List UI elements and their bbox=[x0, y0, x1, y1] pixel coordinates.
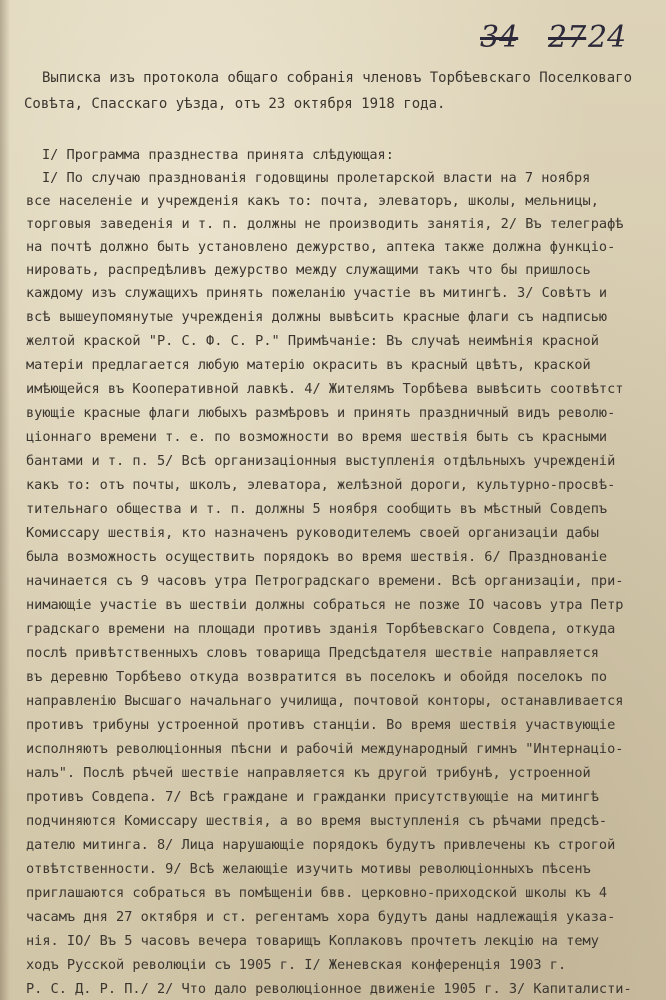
body-line: подчиняются Комиссару шествія, а во время выступленія съ рѣчами предсѣ- bbox=[26, 813, 608, 829]
body-line: приглашаются собраться въ помѣщеніи бвв. церковно-приходской школы къ 4 bbox=[26, 885, 608, 901]
folio-number-struck-1: 34 bbox=[480, 20, 519, 55]
body-line: имѣющейся въ Кооперативной лавкѣ. 4/ Жителямъ Торбѣева вывѣсить соотвѣтст bbox=[26, 381, 624, 397]
body-line: часамъ дня 27 октября и ст. регентамъ хора будутъ даны надлежащія указа- bbox=[26, 909, 616, 925]
body-line: ціоннаго времени т. е. по возможности во время шествія быть съ красными bbox=[26, 429, 608, 445]
body-line: была возможность осуществить порядокъ во время шествія. 6/ Празднованіе bbox=[26, 549, 608, 565]
body-line: Комиссару шествія, кто назначенъ руководителемъ своей организаціи дабы bbox=[26, 525, 599, 541]
title-line: Совѣта, Спасскаго уѣзда, отъ 23 октября 1918 года. bbox=[24, 96, 446, 112]
body-line: ходъ Русской революціи съ 1905 г. I/ Женевская конференція 1903 г. bbox=[26, 957, 567, 973]
body-line: нировать, распредѣливъ дежурство между служащими такъ что бы пришлось bbox=[26, 262, 591, 278]
folio-number-struck-2: 27 bbox=[548, 20, 587, 55]
body-line: направленію Высшаго начальнаго училища, почтовой конторы, останавливается bbox=[26, 693, 624, 709]
body-line: желтой краской "Р. С. Ф. С. Р." Примѣчаніе: Въ случаѣ неимѣнія красной bbox=[26, 333, 599, 349]
body-line: I/ Программа празднества принята слѣдующая: bbox=[42, 147, 394, 163]
body-line: нимающіе участіе въ шествіи должны собраться не позже IO часовъ утра Петр bbox=[26, 597, 624, 613]
body-line: послѣ привѣтственныхъ словъ товарища Предсѣдателя шествіе направляется bbox=[26, 645, 599, 661]
body-line: противъ Совдепа. 7/ Всѣ граждане и гражданки присутствующіе на митингѣ bbox=[26, 789, 599, 805]
body-line: въ деревню Торбѣево откуда возвратится въ поселокъ и обойдя поселокъ по bbox=[26, 669, 608, 685]
body-line: градскаго времени на площади противъ зданія Торбѣевскаго Совдепа, откуда bbox=[26, 621, 616, 637]
body-line: I/ По случаю празднованія годовщины пролетарской власти на 7 ноября bbox=[42, 170, 591, 186]
body-line: матеріи предлагается любую матерію окрасить въ красный цвѣтъ, краской bbox=[26, 357, 591, 373]
folio-number-current: 24 bbox=[588, 20, 627, 55]
body-line: налъ". Послѣ рѣчей шествіе направляется къ другой трибунѣ, устроенной bbox=[26, 765, 591, 781]
body-line: нія. IO/ Въ 5 часовъ вечера товарищъ Коплаковъ прочтетъ лекцію на тему bbox=[26, 933, 599, 949]
body-line: тительнаго общества и т. п. должны 5 ноября сообщить въ мѣстный Совдепъ bbox=[26, 501, 608, 517]
body-line: бантами и т. п. 5/ Всѣ организаціонныя выступленія отдѣльныхъ учрежденій bbox=[26, 453, 616, 469]
body-line: всѣ вышеупомянутые учрежденія должны вывѣсить красные флаги съ надписью bbox=[26, 309, 608, 325]
body-line: торговыя заведенія и т. п. должны не производить занятія, 2/ Въ телеграфѣ bbox=[26, 216, 624, 232]
body-line: противъ трибуны устроенной противъ станціи. Во время шествія участвующіе bbox=[26, 717, 616, 733]
body-line: исполняютъ революціонныя пѣсни и рабочій международный гимнъ "Интернаціо- bbox=[26, 741, 624, 757]
body-line: каждому изъ служащихъ принять пожеланію участіе въ митингѣ. 3/ Совѣтъ и bbox=[26, 285, 608, 301]
body-line: начинается съ 9 часовъ утра Петроградскаго времени. Всѣ организаціи, при- bbox=[26, 573, 624, 589]
body-line: отвѣтственности. 9/ Всѣ желающіе изучить мотивы революціонныхъ пѣсенъ bbox=[26, 861, 591, 877]
title-line: Выписка изъ протокола общаго собранія членовъ Торбѣевскаго Поселковаго bbox=[42, 70, 633, 86]
body-line: Р. С. Д. Р. П./ 2/ Что дало революціонное движеніе 1905 г. 3/ Капиталисти- bbox=[26, 981, 632, 997]
body-line: какъ то: отъ почты, школъ, элеватора, желѣзной дороги, культурно-просвѣ- bbox=[26, 477, 616, 493]
body-line: на почтѣ должно быть установлено дежурство, аптека также должна функціо- bbox=[26, 239, 616, 255]
body-line: дателю митинга. 8/ Лица нарушающіе порядокъ будутъ привлечены къ строгой bbox=[26, 837, 616, 853]
body-line: все населеніе и учрежденія какъ то: почта, элеваторъ, школы, мельницы, bbox=[26, 193, 599, 209]
body-line: вующіе красные флаги любыхъ размѣровъ и принять праздничный видъ револю- bbox=[26, 405, 616, 421]
